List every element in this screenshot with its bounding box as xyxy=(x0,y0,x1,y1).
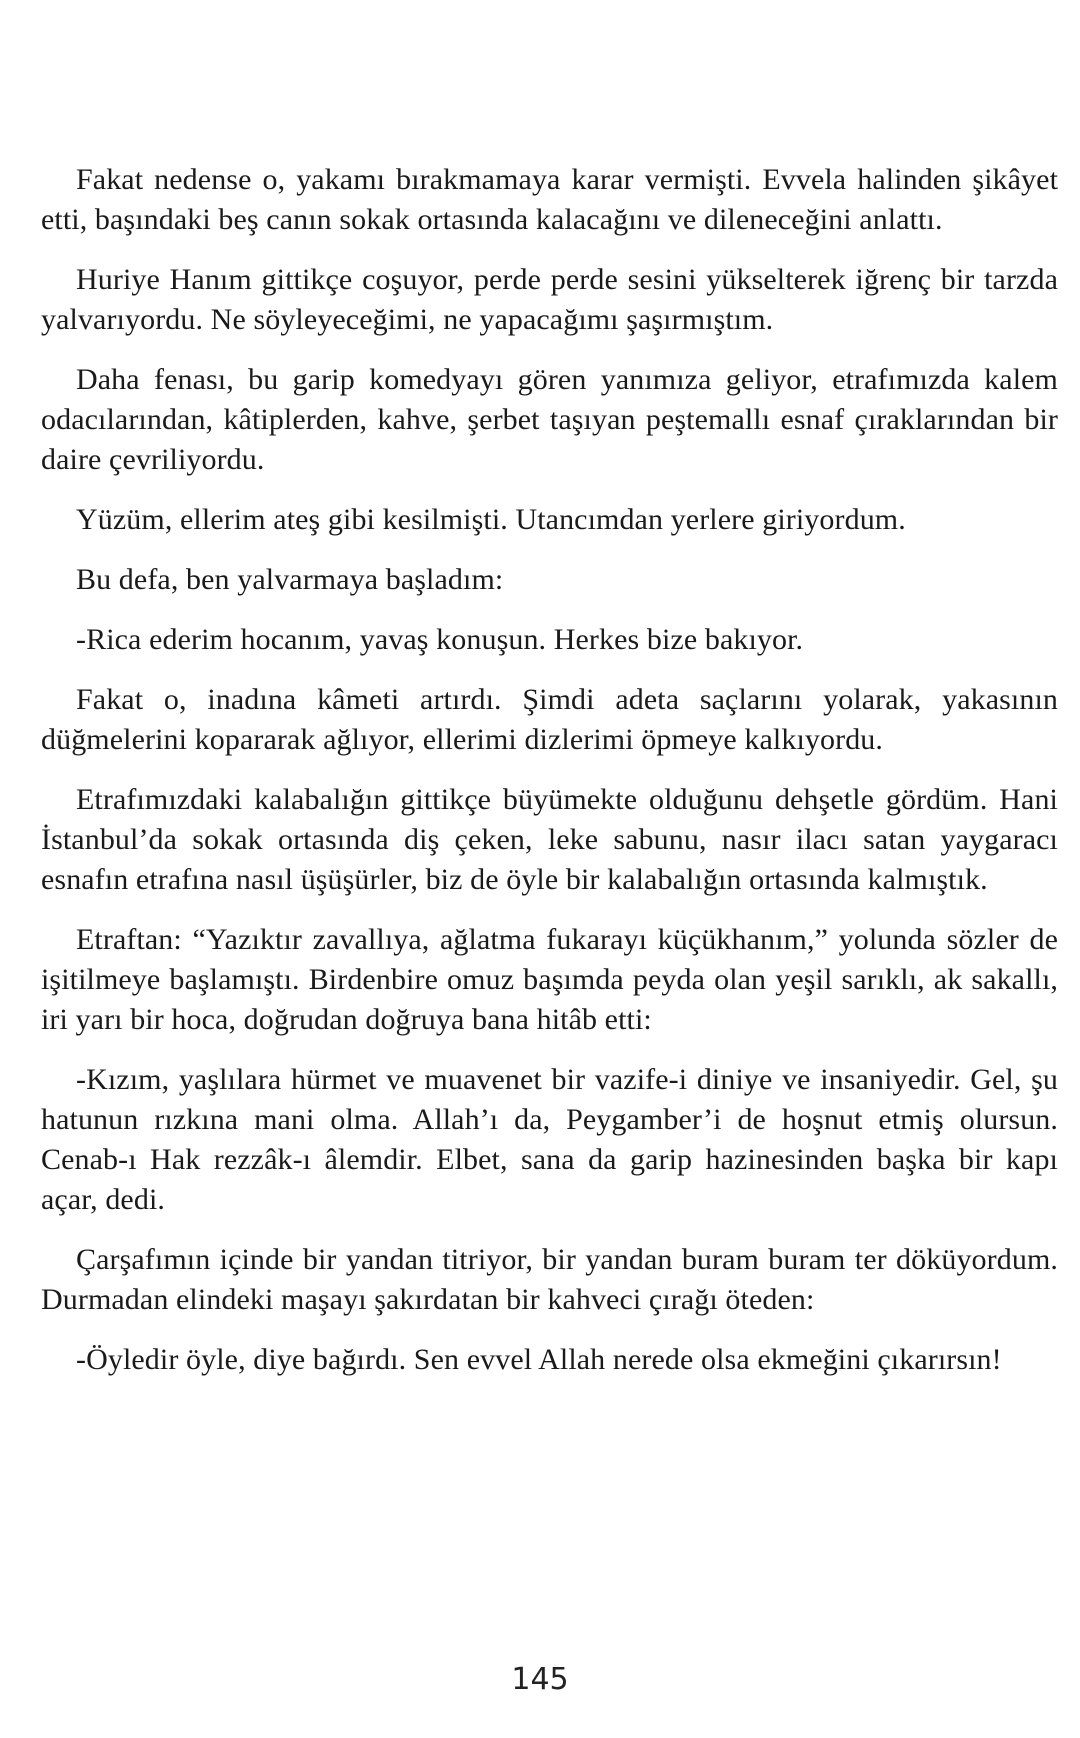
paragraph: Daha fenası, bu garip komedyayı gören yanımıza geliyor, etrafımızda kalem odacılarından, kâtiplerden, kahve, şerbet taşıyan peştemallı esnaf çıraklarından bir daire çevriliyordu. xyxy=(41,363,1058,476)
paragraph: Huriye Hanım gittikçe coşuyor, perde perde sesini yükselterek iğrenç bir tarzda yalvarıyordu. Ne söyleyeceğimi, ne yapacağımı şaşırmıştım. xyxy=(41,263,1058,336)
paragraph: Fakat nedense o, yakamı bırakmamaya karar vermişti. Evvela halinden şikâyet etti, başındaki beş canın sokak ortasında kalacağını ve dileneceğini anlattı. xyxy=(41,163,1058,236)
paragraph: -Kızım, yaşlılara hürmet ve muavenet bir vazife-i diniye ve insaniyedir. Gel, şu hatunun rızkına mani olma. Allah’ı da, Peygamber’i de hoşnut etmiş olursun. Cenab-ı Hak rezzâk-ı âlemdir. Elbet, sana da garip hazinesinden başka bir kapı açar, dedi. xyxy=(41,1063,1058,1216)
paragraph: -Rica ederim hocanım, yavaş konuşun. Herkes bize bakıyor. xyxy=(76,623,804,656)
paragraph: -Öyledir öyle, diye bağırdı. Sen evvel Allah nerede olsa ekmeğini çıkarırsın! xyxy=(76,1343,1002,1376)
paragraph: Fakat o, inadına kâmeti artırdı. Şimdi adeta saçlarını yolarak, yakasının düğmelerini kopararak ağlıyor, ellerimi dizlerimi öpmeye kalkıyordu. xyxy=(41,683,1058,756)
paragraph: Çarşafımın içinde bir yandan titriyor, bir yandan buram buram ter döküyordum. Durmadan elindeki maşayı şakırdatan bir kahveci çırağı öteden: xyxy=(41,1243,1058,1316)
paragraph: Etraftan: “Yazıktır zavallıya, ağlatma fukarayı küçükhanım,” yolunda sözler de işitilmeye başlamıştı. Birdenbire omuz başımda peyda olan yeşil sarıklı, ak sakallı, iri yarı bir hoca, doğrudan doğruya bana hitâb etti: xyxy=(41,923,1058,1036)
paragraph: Yüzüm, ellerim ateş gibi kesilmişti. Utancımdan yerlere giriyordum. xyxy=(76,503,906,536)
paragraph: Etrafımızdaki kalabalığın gittikçe büyümekte olduğunu dehşetle gördüm. Hani İstanbul’da sokak ortasında diş çeken, leke sabunu, nasır ilacı satan yaygaracı esnafın etrafına nasıl üşüşürler, biz de öyle bir kalabalığın ortasında kalmıştık. xyxy=(41,783,1058,896)
page-number: 145 xyxy=(511,1662,569,1697)
paragraph: Bu defa, ben yalvarmaya başladım: xyxy=(76,563,504,596)
page-body xyxy=(41,160,1058,1400)
